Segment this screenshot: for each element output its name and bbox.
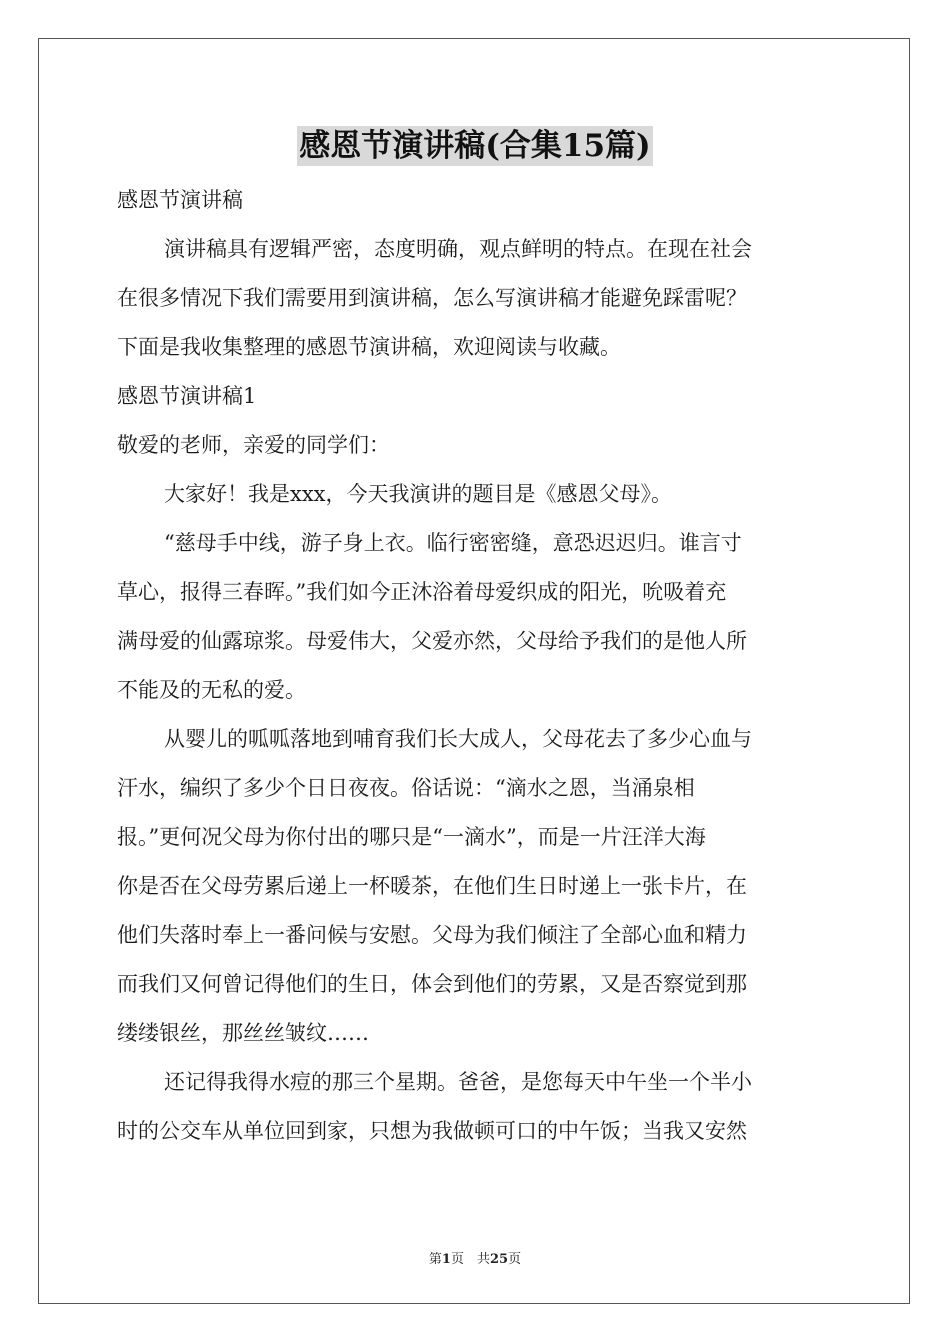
document-body (117, 176, 833, 1156)
salutation: 敬爱的老师，亲爱的同学们： (117, 433, 390, 457)
page-footer (0, 1248, 950, 1267)
page-current: 1 (441, 1252, 451, 1267)
paragraph-line: 满母爱的仙露琼浆。母爱伟大，父爱亦然，父母给予我们的是他人所 (117, 629, 747, 653)
paragraph-line: 演讲稿具有逻辑严密，态度明确，观点鲜明的特点。在现在社会 (164, 237, 752, 261)
paragraph-line: 不能及的无私的爱。 (117, 678, 306, 702)
paragraph-line: “慈母手中线，游子身上衣。临行密密缝，意恐迟迟归。谁言寸 (164, 531, 742, 555)
page-prefix: 第 (428, 1252, 442, 1267)
paragraph-line: 还记得我得水痘的那三个星期。爸爸，是您每天中午坐一个半小 (164, 1070, 752, 1094)
section-heading: 感恩节演讲稿 (117, 188, 243, 212)
page-mid: 页 共 (450, 1252, 490, 1267)
paragraph-line: 草心，报得三春晖。”我们如今正沐浴着母爱织成的阳光，吮吸着充 (117, 580, 727, 604)
document-title: 感恩节演讲稿(合集15篇) (299, 128, 651, 164)
paragraph-line: 汗水，编织了多少个日日夜夜。俗话说：“滴水之恩，当涌泉相 (117, 776, 695, 800)
paragraph-line: 缕缕银丝，那丝丝皱纹…… (117, 1021, 369, 1045)
paragraph-line: 从婴儿的呱呱落地到哺育我们长大成人，父母花去了多少心血与 (164, 727, 752, 751)
page-suffix: 页 (508, 1252, 522, 1267)
paragraph-line: 而我们又何曾记得他们的生日，体会到他们的劳累，又是否察觉到那 (117, 972, 747, 996)
document-title-container (0, 126, 950, 166)
page-total: 25 (489, 1252, 509, 1267)
paragraph-line: 他们失落时奉上一番问候与安慰。父母为我们倾注了全部心血和精力 (117, 923, 747, 947)
paragraph-line: 你是否在父母劳累后递上一杯暖茶，在他们生日时递上一张卡片，在 (117, 874, 747, 898)
paragraph-line: 时的公交车从单位回到家，只想为我做顿可口的中午饭；当我又安然 (117, 1119, 747, 1143)
paragraph-line: 报。”更何况父母为你付出的哪只是“一滴水”，而是一片汪洋大海 (117, 825, 706, 849)
paragraph-line: 大家好！我是xxx，今天我演讲的题目是《感恩父母》。 (164, 482, 673, 506)
paragraph-line: 下面是我收集整理的感恩节演讲稿，欢迎阅读与收藏。 (117, 335, 621, 359)
section-heading: 感恩节演讲稿1 (117, 384, 257, 408)
paragraph-line: 在很多情况下我们需要用到演讲稿，怎么写演讲稿才能避免踩雷呢？ (117, 286, 747, 310)
